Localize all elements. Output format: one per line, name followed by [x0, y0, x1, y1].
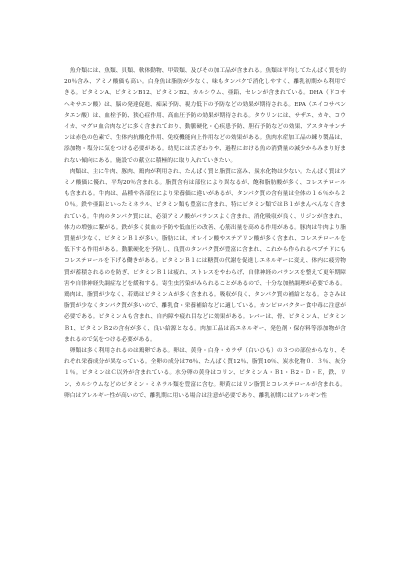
paragraph-eggs: 卵類は多く利用されるのは鶏卵である。卵は、黄身・白身・カラザ（白いひも）の３つの部位からなり、それぞれ栄養成分が異なっている。全卵の成分は76％、たんぱく質12％、脂質10％、炭水化物０．３％、灰分１％。ビタミンはＣ以外が含まれている。水分卵の黄身はコリン、ビタミンＡ・Ｂ1・Ｂ2・Ｄ・Ｅ，鉄、リン、カルシウムなどのビタミン・ミネラル類を豊富に含む。卵黄にはリン脂質とコレステロールが含まれる。卵白はアレルギー性が高いので、離乳期に用いる場合は注意が必要であり、離乳初期にはアレルギン性 — [64, 348, 346, 399]
body-text — [64, 66, 346, 402]
paragraph-seafood: 魚介類には、魚類、貝類、軟体動物、甲殻類、及びその加工品が含まれる。魚類は平均してたんぱく質を約20％含み、アミノ酸価も高い。白身魚は脂肪が少なく、味もタンパクで消化しやすく、離乳初期から利用できる。ビタミンA、ビタミンB12、ビタミンB2、カルシウム、亜鉛、セレンが含まれている。DHA（ドコサヘキサエン酸）は、脳の発達促進、痴呆予防、視力低下の予防などの効果が期待される。EPA（エイコサペンタエン酸）は、血栓予防、狭心症作用、高血圧予防の効果が期待される。タウリンには、サザエ、カキ、コウイカ、マグロ血合肉などに多く含まれており、動脈硬化・心疾患予防、胆石予防などの効果、アスタキサンチンは赤色の色素で、生体内抗酸化作用、免疫機能向上作用などの効果がある。魚肉水産加工品の練り製品は、添加物・塩分に気をつける必要がある。幼児には舌ざわりや、過程における魚の消費量の減少からみまり好まれない傾向にある。施設での献立に積極的に取り入れていきたい。 — [64, 68, 346, 164]
paragraph-meat: 肉類は、主に牛肉、豚肉、鶏肉が利用され、たんぱく質と脂質に富み、炭水化物は少ない。たんぱく質はアミノ酸価に優れ、平均20％含まれる。脂質含有は部位により異なるが、飽和脂肪酸が多く、コレステロールも含まれる。牛肉は、品種や各部位により栄養価に違いがあるが、タンパク質の含有量は全体の１６％から２０％。鉄や亜鉛といったミネラル、ビタミン類も豊富に含まれ、特にビタミン類ではＢ１がまんべんなく含まれている。牛肉のタンパク質には、必須アミノ酸がバランスよく含まれ、消化吸収が良く、リジンが含まれ、体力の増強に繋がる。鉄が多く貧血の予防や低血圧の改善、心筋出量を高める作用がある。豚肉は牛肉より脂質量が少なく、ビタミンＢ１が多い。脂肪には、オレイン酸やステアリン酸が多く含まれ、コレステロールを低下する作用がある。動脈硬化を予防し、良質のタンパク質が豊富に含まれ、これから作られるペプチドにもコレステロールを下げる働きがある。ビタミンＢ１には糖質の代謝を促進しエネルギーに変え、体内に疲労物質が蓄積されるのを防ぎ、ビタミンＢ１は疲れ、ストレスをやわらげ、自律神経のバランスを整えて更年期障害や自律神経失調症などを緩和する。寄生虫汚染がみられることがあるので、十分な加熱調理が必要である。鶏肉は、脂質が少なく、若鶏はビタミンＡが多く含まれる。吸収が良く、タンパク質の補給となる。ささみは脂質が少なくタンパク質が多いので、離乳食・栄養補給などに適している。カンピロバクター食中毒に注意が必要である。ビタミンＡも含まれ、自内障や疲れ目などに効果がある。レバーは、骨、ビタミンＡ、ビタミンＢ1、ビタミンＢ2の含有が多く、良い給源となる。肉加工品は高エネルギー、発色剤・保存料等添加物が含まれるので気をつける必要がある。 — [64, 168, 346, 343]
